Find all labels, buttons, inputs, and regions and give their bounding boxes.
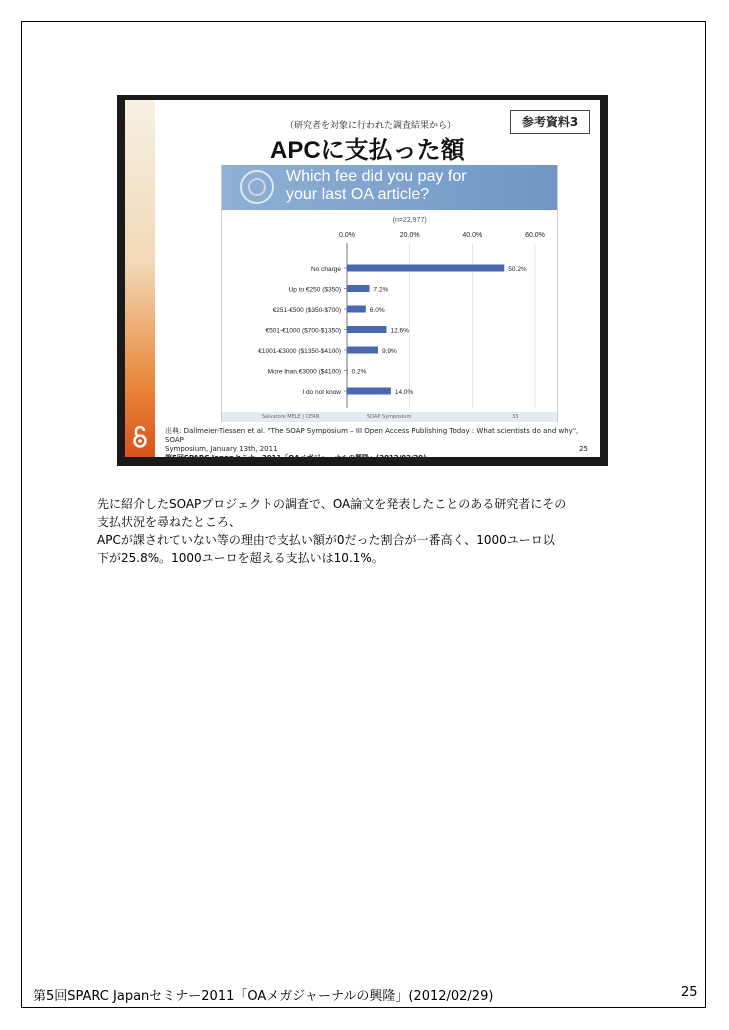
chart-area [221,165,558,422]
reference-badge: 参考資料3 [510,110,590,134]
data-label: 12.6% [390,327,409,335]
body-line2: 支払状況を尋ねたところ、 [97,515,242,529]
body-line4: 下が25.8%。1000ユーロを超える支払いは10.1%。 [97,551,384,565]
chart-footer-author: Salvatore MELE | CERN [262,414,320,420]
soap-emblem-icon [240,170,274,204]
chart-footer [222,412,557,422]
bar-chart [222,210,557,410]
slide-subtitle: （研究者を対象に行われた調査結果から） [285,121,457,131]
x-tick-label: 40.0% [462,232,483,239]
x-tick-label: 20.0% [399,232,420,239]
chart-banner [222,165,557,210]
chart-footer-event: SOAP Symposium [367,414,412,420]
category-label: Up to €250 ($350) [288,286,341,294]
data-label: 0.2% [351,368,367,376]
source-line2: Symposium, January 13th, 2011 [165,445,278,453]
banner-question-line1: Which fee did you pay for [286,168,467,185]
slide-side-bar [125,100,155,457]
category-label: €1001-€3000 ($1350-$4100) [258,348,341,355]
category-label: More than €3000 ($4100) [267,368,341,376]
data-label: 6.0% [369,307,385,314]
data-label: 50.2% [508,266,527,273]
page-footer: 第5回SPARC Japanセミナー2011「OAメガジャーナルの興隆」(2012/02/29) [33,989,494,1004]
category-label: No charge [311,266,341,273]
category-label: €251-€500 ($350-$700) [272,307,341,314]
slide-thumbnail [117,95,608,466]
bar [347,265,504,272]
x-tick-label: 0.0% [339,232,355,239]
data-label: 9.9% [382,348,397,355]
bar [347,285,370,292]
chart-annotation: (n=22,977) [392,217,427,224]
source-citation [165,427,585,463]
bar [347,347,378,354]
slide-content [125,100,600,462]
source-line3: 第5回SPARC Japanセミナー2011「OAメガジャーナルの興隆」(2012/02/29) [165,454,427,462]
open-access-icon [129,425,151,449]
category-label: €501-€1000 ($700-$1350) [265,327,341,335]
category-label: I do not know [302,389,341,396]
body-line1: 先に紹介したSOAPプロジェクトの調査で、OA論文を発表したことのある研究者にその [97,497,567,511]
bar [347,367,348,374]
chart-footer-page: 33 [512,414,519,420]
page-number: 25 [681,985,698,1000]
body-line3: APCが課されていない等の理由で支払い額が0だった割合が一番高く、1000ユーロ以 [97,533,555,547]
bar [347,388,391,395]
slide-number: 25 [579,445,588,453]
x-tick-label: 60.0% [525,232,545,239]
source-line1: 出典: Dallmeier-Tiessen et al. "The SOAP Symposium – III Open Access Publishing Today : What scientists do and why", SOAP [165,427,579,444]
slide-title: APCに支払った額 [270,137,465,164]
data-label: 7.2% [373,286,389,294]
bar [347,326,386,333]
bar [347,306,366,313]
banner-question-line2: your last OA article? [286,186,430,203]
body-text [97,495,637,567]
data-label: 14.0% [394,389,414,396]
